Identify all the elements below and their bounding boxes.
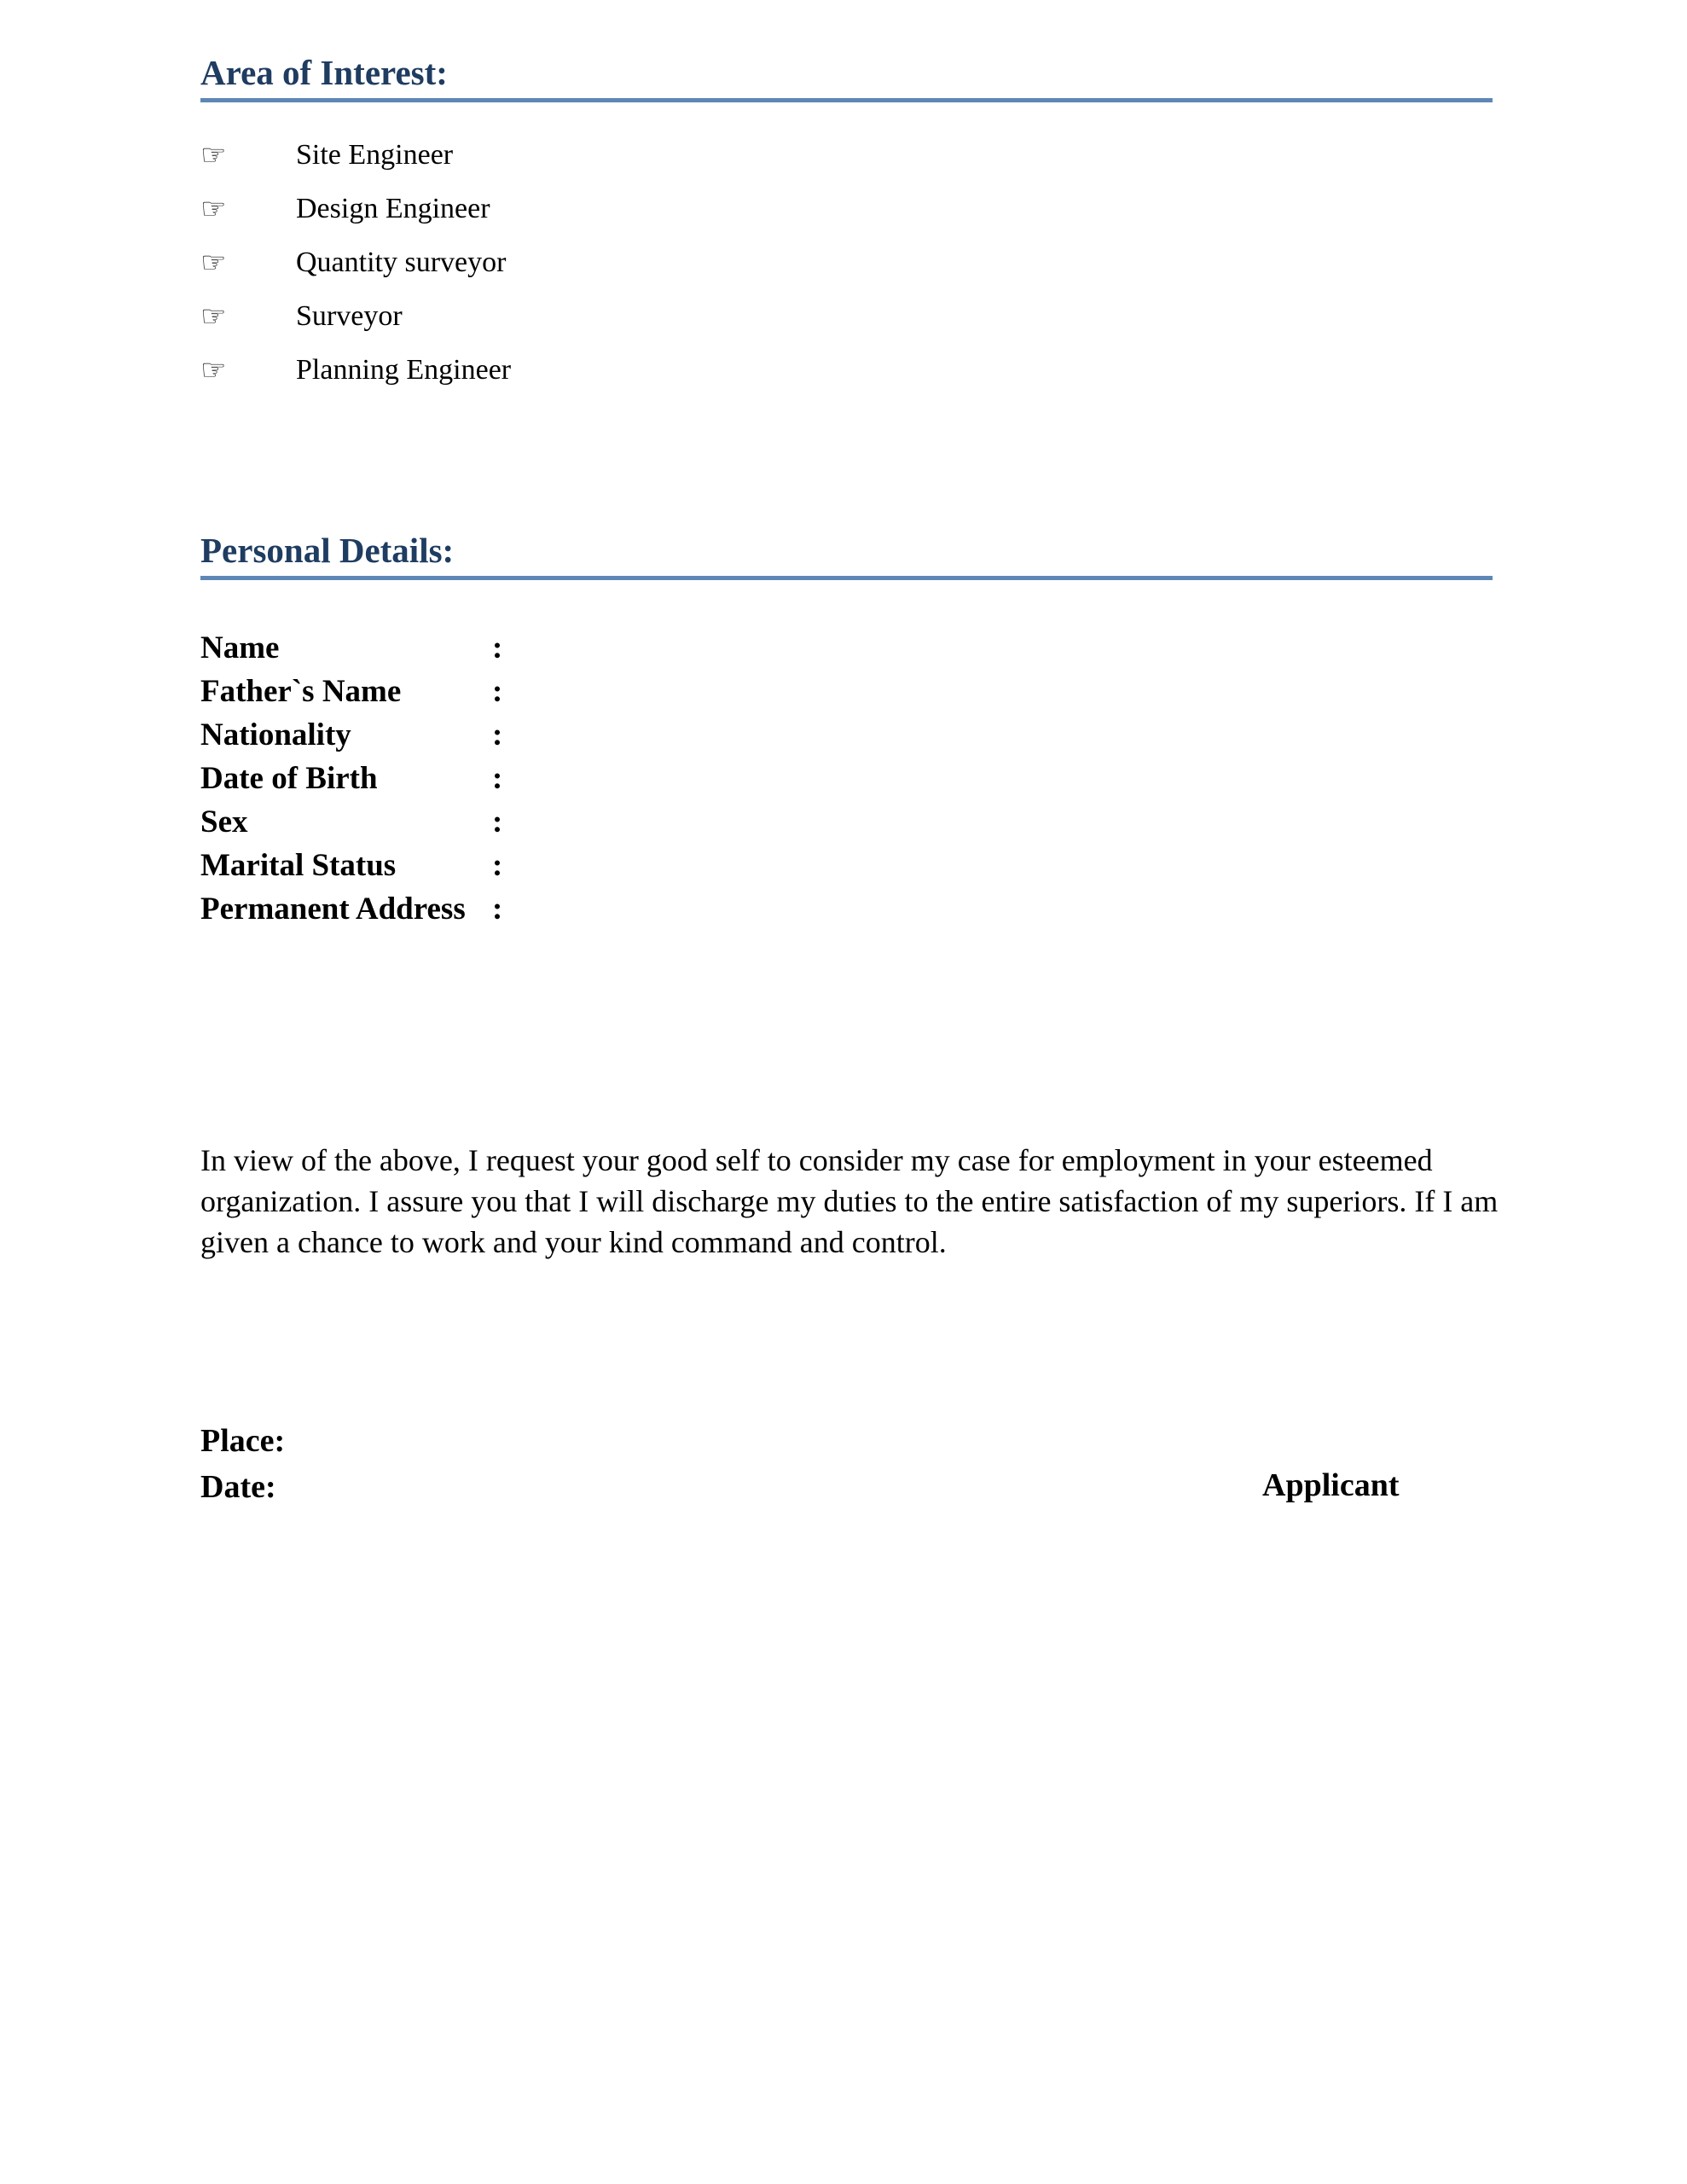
field-row bbox=[200, 844, 526, 887]
field-colon: : bbox=[492, 674, 503, 709]
closing-paragraph: In view of the above, I request your good self to consider my case for employment in your esteemed organization. I assure you that I will discharge my duties to the entire satisfaction of my superiors. If I am given a chance to work and your kind command and control. bbox=[200, 1143, 1499, 1259]
field-label: Name bbox=[200, 630, 280, 665]
pointing-finger-icon: ☞ bbox=[200, 192, 227, 226]
field-label: Date of Birth bbox=[200, 761, 378, 796]
list-item bbox=[200, 351, 511, 405]
field-label: Father`s Name bbox=[200, 674, 402, 709]
field-colon: : bbox=[492, 892, 503, 926]
field-label: Marital Status bbox=[200, 848, 397, 883]
list-item bbox=[200, 136, 511, 190]
pointing-finger-icon: ☞ bbox=[200, 299, 227, 334]
field-row bbox=[200, 670, 526, 713]
interest-label: Site Engineer bbox=[296, 139, 454, 171]
field-colon: : bbox=[492, 804, 503, 839]
interest-label: Planning Engineer bbox=[296, 354, 512, 386]
signature-block bbox=[200, 1418, 285, 1510]
field-label: Permanent Address bbox=[200, 892, 466, 926]
field-label: Sex bbox=[200, 804, 248, 839]
interest-label: Quantity surveyor bbox=[296, 247, 507, 278]
list-item bbox=[200, 244, 511, 298]
applicant-label: Applicant bbox=[1262, 1467, 1400, 1503]
area-of-interest-heading: Area of Interest: bbox=[200, 55, 1493, 102]
field-colon: : bbox=[492, 717, 503, 752]
field-row bbox=[200, 713, 526, 757]
field-row bbox=[200, 800, 526, 844]
list-item bbox=[200, 190, 511, 244]
personal-details-fields bbox=[200, 626, 526, 931]
pointing-finger-icon: ☞ bbox=[200, 138, 227, 172]
interest-label: Surveyor bbox=[296, 300, 403, 332]
field-colon: : bbox=[492, 630, 503, 665]
date-label: Date: bbox=[200, 1469, 276, 1505]
pointing-finger-icon: ☞ bbox=[200, 353, 227, 387]
field-label: Nationality bbox=[200, 717, 351, 752]
field-row bbox=[200, 757, 526, 800]
field-colon: : bbox=[492, 848, 503, 883]
personal-details-heading: Personal Details: bbox=[200, 532, 1493, 580]
interest-list bbox=[200, 136, 511, 405]
field-colon: : bbox=[492, 761, 503, 796]
field-row bbox=[200, 626, 526, 670]
list-item bbox=[200, 298, 511, 351]
pointing-finger-icon: ☞ bbox=[200, 246, 227, 280]
interest-label: Design Engineer bbox=[296, 193, 490, 224]
place-label: Place: bbox=[200, 1423, 286, 1459]
field-row bbox=[200, 887, 526, 931]
